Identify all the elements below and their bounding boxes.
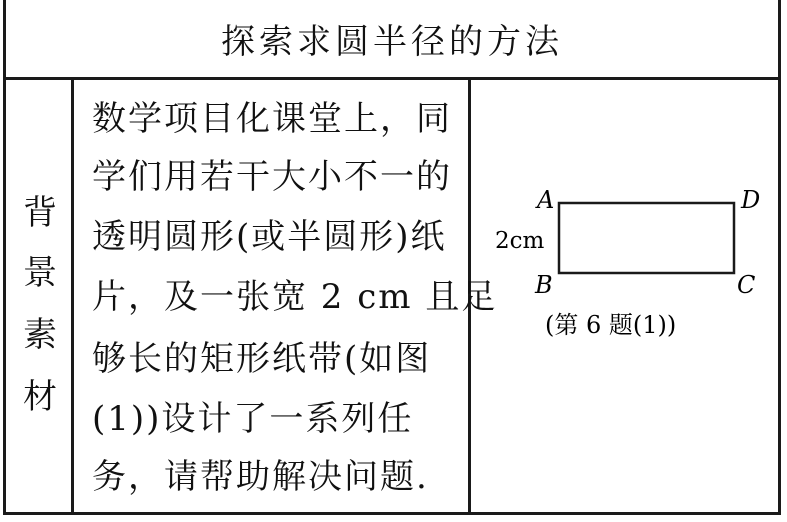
background-material-label [6,80,74,512]
rectangle-figure [471,80,778,512]
figure-caption: (第 6 题(1)) [545,311,677,339]
label-char: 景 [23,253,57,293]
text-line: (1))设计了一系列任 [92,399,414,439]
background-text [74,80,498,512]
label-char: 背 [23,193,57,233]
vertex-a-label: A [537,186,555,214]
vertex-d-label: D [741,186,761,214]
paper-strip-rectangle [559,203,734,273]
text-line: 片，及一张宽 2 cm 且足 [92,277,498,317]
vertex-b-label: B [535,271,553,299]
text-line: 务，请帮助解决问题. [92,457,429,497]
text-line: 学们用若干大小不一的 [92,157,452,197]
width-label: 2cm [495,228,545,254]
table-frame [3,0,781,515]
vertex-c-label: C [737,271,756,299]
figure-panel [471,80,778,512]
label-char: 材 [23,377,57,417]
table-title: 探索求圆半径的方法 [6,0,778,80]
text-line: 数学项目化课堂上，同 [92,99,452,139]
text-line: 透明圆形(或半圆形)纸 [92,217,447,257]
text-line: 够长的矩形纸带(如图 [92,339,432,379]
label-char: 素 [23,315,57,355]
